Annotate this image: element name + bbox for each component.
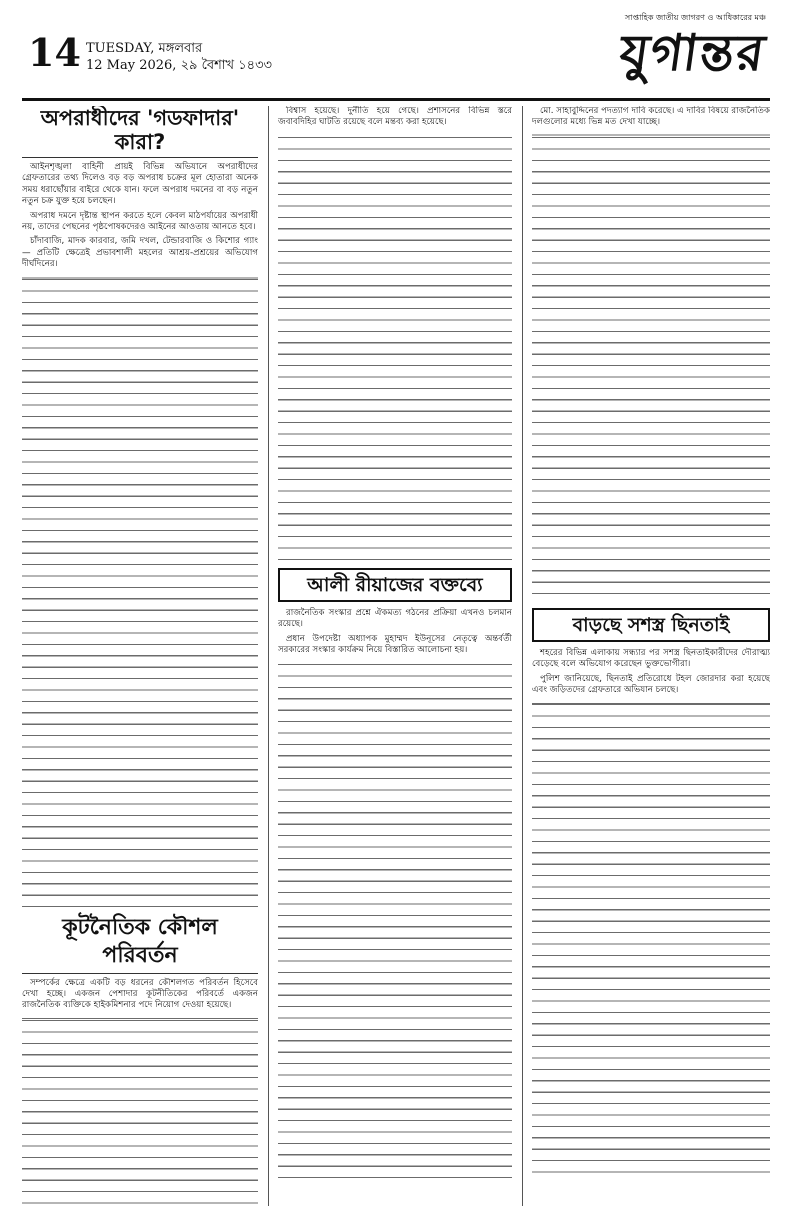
column-left	[22, 106, 258, 1206]
column-right	[532, 106, 770, 1206]
article-paragraph: মো. সাহাবুদ্দিনের পদত্যাগ দাবি করেছে। এ দাবির বিষয়ে রাজনৈতিক দলগুলোর মধ্যে ভিন্ন মত দেখা যাচ্ছে।	[532, 106, 770, 128]
article-body-text	[278, 132, 512, 562]
article-headline: বাড়ছে সশস্ত্র ছিনতাই	[532, 608, 770, 642]
column-divider	[268, 106, 269, 1206]
masthead-logo: যুগান্তর	[615, 23, 771, 82]
article-paragraph: বিশ্বাস হয়েছে। দুর্নীতি হয়ে গেছে। প্রশাসনের বিভিন্ন স্তরে জবাবদিহির ঘাটতি রয়েছে বলে মন্তব্য করা হয়েছে।	[278, 106, 512, 128]
article-body-text	[22, 1015, 258, 1206]
page-number: 14	[28, 30, 81, 75]
page-header	[22, 10, 770, 96]
article-body-text	[532, 132, 770, 602]
dateline	[86, 40, 272, 74]
date-english: 12 May 2026,	[86, 58, 177, 73]
masthead	[466, 12, 771, 92]
dateline-day	[86, 40, 272, 57]
article-body-text	[532, 699, 770, 1179]
header-rule	[22, 98, 770, 101]
article-paragraph: প্রধান উপদেষ্টা অধ্যাপক মুহাম্মদ ইউনূসের নেতৃত্বে অন্তর্বর্তী সরকারের সংস্কার কার্যক্রম নিয়ে বিস্তারিত আলোচনা হয়।	[278, 633, 512, 656]
masthead-tagline: সাপ্তাহিক জাতীয় জাগরণ ও আধিকারের মঞ্চ	[624, 13, 766, 22]
article-paragraph: অপরাধ দমনে দৃষ্টান্ত স্থাপন করতে হলে কেবল মাঠপর্যায়ের অপরাধী নয়, তাদের পেছনের পৃষ্ঠপোষকদেরও আইনের আওতায় আনতে হবে।	[22, 210, 258, 233]
article-headline: কূটনৈতিক কৌশল পরিবর্তন	[22, 914, 258, 974]
article-headline: অপরাধীদের 'গডফাদার' কারা?	[22, 106, 258, 158]
article-paragraph: শহরের বিভিন্ন এলাকায় সন্ধ্যার পর সশস্ত্র ছিনতাইকারীদের দৌরাত্ম্য বেড়েছে বলে অভিযোগ করেছেন ভুক্তভোগীরা।	[532, 647, 770, 670]
day-english: TUESDAY,	[86, 41, 155, 56]
date-bangla: ২৯ বৈশাখ ১৪৩৩	[180, 58, 272, 73]
article-headline: আলী রীয়াজের বক্তব্যে	[278, 568, 512, 602]
day-bangla: মঙ্গলবার	[158, 41, 203, 56]
article-paragraph: চাঁদাবাজি, মাদক কারবার, জমি দখল, টেন্ডারবাজি ও কিশোর গ্যাং— প্রতিটি ক্ষেত্রেই প্রভাবশালী মহলের আশ্রয়-প্রশ্রয়ের অভিযোগ দীর্ঘদিনের।	[22, 236, 258, 270]
article-paragraph: রাজনৈতিক সংস্কার প্রশ্নে ঐকমত্য গঠনের প্রক্রিয়া এখনও চলমান রয়েছে।	[278, 607, 512, 630]
column-middle	[278, 106, 512, 1206]
article-body-text	[278, 659, 512, 1179]
article-paragraph: পুলিশ জানিয়েছে, ছিনতাই প্রতিরোধে টহল জোরদার করা হয়েছে এবং জড়িতদের গ্রেফতারে অভিযান চলছে।	[532, 673, 770, 696]
article-paragraph: আইনশৃঙ্খলা বাহিনী প্রায়ই বিভিন্ন অভিযানে অপরাধীদের গ্রেফতারের তথ্য দিলেও বড় বড় অপরাধ চক্রের মূল হোতারা অনেক সময় ধরাছোঁয়ার বাইরে থেকে যান। ফলে অপরাধ দমনের বা বড় নতুন নতুন চক্র যুক্ত হয়ে চলছেন।	[22, 162, 258, 207]
article-paragraph: সম্পর্কের ক্ষেত্রে একটি বড় ধরনের কৌশলগত পরিবর্তন হিসেবে দেখা হচ্ছে। একজন পেশাদার কূটনীতিকের পরিবর্তে একজন রাজনৈতিক ব্যক্তিকে হাইকমিশনার পদে নিয়োগ দেওয়া হয়েছে।	[22, 977, 258, 1011]
column-divider	[522, 106, 523, 1206]
dateline-date	[86, 57, 272, 74]
article-body-text	[22, 274, 258, 914]
